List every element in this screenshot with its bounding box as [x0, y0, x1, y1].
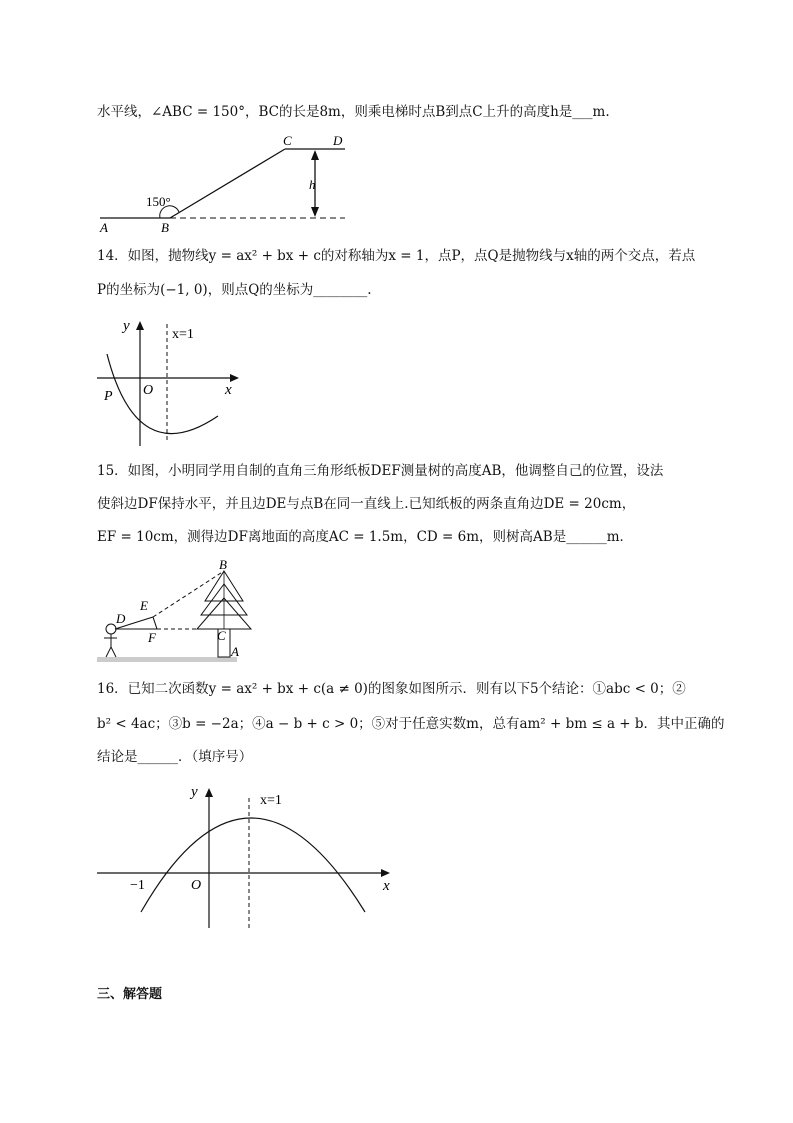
- edge-ef: [153, 617, 157, 629]
- q16-line2: b² < 4ac；③b = −2a；④a − b + c > 0；⑤对于任意实数m，总有am² + bm ≤ a + b．其中正确的: [97, 716, 725, 732]
- label-b: B: [219, 557, 227, 572]
- q15-line1: 15．如图，小明同学用自制的直角三角形纸板DEF测量树的高度AB，他调整自己的位置，设法: [97, 463, 664, 479]
- label-d: D: [333, 133, 343, 148]
- person-head: [106, 624, 116, 634]
- q13-text: 水平线，∠ABC = 150°，BC的长是8m，则乘电梯时点B到点C上升的高度h是___m.: [97, 104, 610, 120]
- parabola: [141, 818, 365, 912]
- q15-line2: 使斜边DF保持水平，并且边DE与点B在同一直线上.已知纸板的两条直角边DE = 20cm，: [97, 496, 636, 512]
- q16-line3: 结论是______．（填序号）: [97, 749, 253, 765]
- ground: [97, 657, 237, 662]
- arrow-down-icon: [311, 207, 319, 217]
- label-x: x: [225, 382, 232, 398]
- label-c: C: [283, 133, 292, 148]
- label-o: O: [191, 878, 202, 893]
- label-d: D: [116, 611, 126, 626]
- label-neg1: −1: [130, 878, 145, 893]
- q14-line2: P的坐标为(−1, 0)，则点Q的坐标为________.: [97, 282, 372, 298]
- q16-figure: [97, 780, 397, 935]
- q15-line3: EF = 10cm，测得边DF离地面的高度AC = 1.5m，CD = 6m，则树高AB是______m．: [97, 529, 633, 545]
- label-a: A: [231, 644, 239, 659]
- label-c: C: [217, 628, 226, 643]
- q14-figure: [97, 316, 247, 451]
- label-y: y: [191, 784, 198, 800]
- label-h: h: [309, 177, 316, 192]
- parabola: [107, 354, 218, 434]
- label-e: E: [140, 598, 148, 613]
- q14-line1: 14．如图，抛物线y = ax² + bx + c的对称轴为x = 1，点P，点Q是抛物线与x轴的两个交点，若点: [97, 248, 696, 264]
- q13-figure: [95, 130, 355, 235]
- q16-line1: 16．已知二次函数y = ax² + bx + c(a ≠ 0)的图象如图所示．则有以下5个结论：①abc < 0；②: [97, 681, 686, 697]
- label-axis: x=1: [172, 327, 194, 342]
- x-axis-arrow-icon: [230, 374, 239, 382]
- label-angle: 150°: [146, 194, 171, 209]
- label-y: y: [123, 318, 130, 334]
- label-f: F: [148, 630, 156, 645]
- label-a: A: [100, 220, 108, 235]
- label-x: x: [383, 878, 390, 894]
- section-title: 三、解答题: [97, 987, 163, 1002]
- label-p: P: [104, 389, 113, 404]
- q15-figure: [97, 558, 257, 666]
- y-axis-arrow-icon: [136, 321, 144, 330]
- escalator-bc: [170, 149, 285, 218]
- arrow-up-icon: [311, 150, 319, 160]
- label-axis: x=1: [260, 793, 282, 808]
- x-axis-arrow-icon: [381, 869, 390, 877]
- label-b: B: [161, 220, 169, 235]
- y-axis-arrow-icon: [205, 788, 213, 797]
- label-o: O: [143, 383, 154, 398]
